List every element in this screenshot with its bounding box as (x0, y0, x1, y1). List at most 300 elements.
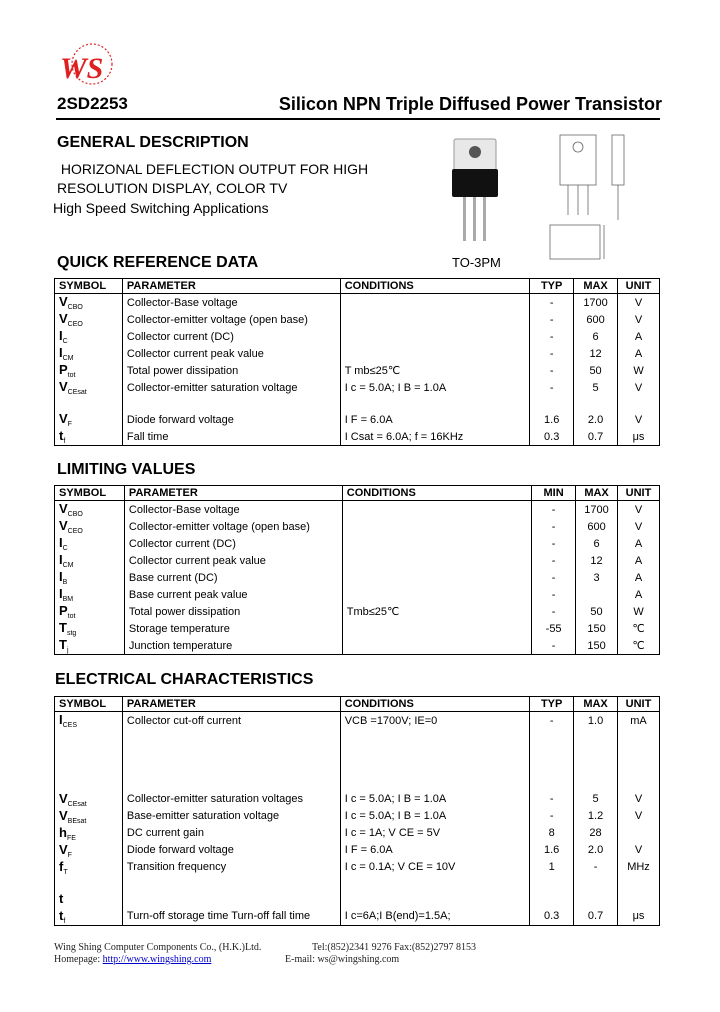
max-cell: 0.7 (574, 908, 618, 926)
quick-reference-table (54, 278, 660, 446)
table-row (55, 908, 660, 926)
footer-homepage (54, 954, 211, 965)
col-max: MAX (574, 697, 618, 712)
symbol-subscript: f (63, 917, 66, 925)
table-row (55, 518, 660, 535)
footer-company: Wing Shing Computer Components Co., (H.K.)Ltd. (54, 942, 262, 953)
table-row (55, 328, 660, 345)
symbol-cell (55, 760, 123, 775)
max-cell: 600 (574, 311, 618, 328)
conditions-cell: I c = 1A; V CE = 5V (340, 825, 529, 842)
max-cell: 5 (574, 379, 618, 396)
unit-cell: V (618, 501, 660, 519)
conditions-cell (342, 637, 531, 655)
symbol-cell (55, 791, 123, 808)
typ-cell: - (530, 379, 574, 396)
max-cell: 12 (576, 552, 618, 569)
symbol: V (59, 807, 68, 823)
unit-cell: V (618, 518, 660, 535)
unit-cell (618, 760, 660, 775)
col-min: MIN (532, 486, 576, 501)
symbol-cell (55, 396, 123, 411)
unit-cell: ℃ (618, 620, 660, 637)
unit-cell: V (618, 379, 660, 396)
unit-cell (618, 876, 660, 891)
symbol-cell (55, 586, 125, 603)
unit-cell (618, 729, 660, 744)
symbol-subscript: FE (66, 834, 76, 842)
symbol: V (59, 501, 68, 516)
conditions-cell (340, 876, 529, 891)
logo-text: WS (60, 52, 104, 85)
parameter-cell (122, 775, 340, 790)
parameter-cell: Collector-Base voltage (124, 501, 342, 519)
symbol: T (59, 637, 67, 652)
max-cell (574, 876, 618, 891)
table-row (55, 552, 660, 569)
symbol: V (59, 379, 68, 394)
document-title: Silicon NPN Triple Diffused Power Transistor (278, 94, 662, 114)
conditions-cell (342, 501, 531, 519)
min-cell: - (532, 535, 576, 552)
unit-cell: W (618, 362, 660, 379)
symbol-subscript: CBO (67, 511, 83, 518)
parameter-cell: Diode forward voltage (122, 842, 340, 859)
col-max: MAX (576, 486, 618, 501)
max-cell (576, 586, 618, 603)
parameter-cell: Storage temperature (124, 620, 342, 637)
symbol-cell (55, 712, 123, 730)
max-cell: 6 (574, 328, 618, 345)
symbol-cell (55, 311, 123, 328)
conditions-cell (340, 744, 529, 759)
parameter-cell (122, 876, 340, 891)
max-cell: - (574, 859, 618, 876)
symbol-subscript: CEO (67, 528, 83, 535)
symbol-subscript: CM (62, 562, 74, 569)
symbol: t (59, 890, 64, 906)
symbol-subscript: stg (66, 630, 77, 637)
col-symbol: SYMBOL (55, 697, 123, 712)
homepage-label: Homepage: (54, 954, 101, 965)
symbol-subscript: F (67, 421, 72, 429)
max-cell: 3 (576, 569, 618, 586)
parameter-cell: Junction temperature (124, 637, 342, 655)
footer-email (285, 954, 399, 965)
parameter-cell: Fall time (122, 428, 340, 446)
symbol: I (59, 328, 63, 343)
typ-cell: 1 (530, 859, 574, 876)
symbol-cell (55, 859, 123, 876)
symbol: f (59, 858, 64, 874)
typ-cell (530, 396, 574, 411)
parameter-cell: Total power dissipation (124, 603, 342, 620)
parameter-cell: Collector-emitter saturation voltage (122, 379, 340, 396)
unit-cell: V (618, 808, 660, 825)
typ-cell: 1.6 (530, 842, 574, 859)
parameter-cell (122, 891, 340, 908)
max-cell: 50 (574, 362, 618, 379)
table-row (55, 411, 660, 428)
symbol-cell (55, 620, 125, 637)
unit-cell: V (618, 294, 660, 312)
conditions-cell: I c=6A;I B(end)=1.5A; (340, 908, 529, 926)
parameter-cell: Collector current (DC) (124, 535, 342, 552)
typ-cell: - (530, 345, 574, 362)
unit-cell: W (618, 603, 660, 620)
min-cell: - (532, 569, 576, 586)
conditions-cell: Tmb≤25℃ (342, 603, 531, 620)
typ-cell: - (530, 311, 574, 328)
unit-cell: A (618, 569, 660, 586)
conditions-cell (340, 328, 530, 345)
symbol: t (59, 907, 64, 923)
unit-cell: V (618, 842, 660, 859)
min-cell: - (532, 501, 576, 519)
max-cell (574, 891, 618, 908)
symbol: V (59, 294, 68, 309)
conditions-cell (342, 518, 531, 535)
max-cell: 1.0 (574, 712, 618, 730)
symbol-cell (55, 428, 123, 446)
symbol-subscript: CEsat (67, 800, 87, 808)
quick-reference-heading: QUICK REFERENCE DATA (57, 254, 259, 271)
conditions-cell (340, 775, 529, 790)
limiting-values-table (54, 485, 660, 655)
unit-cell (618, 396, 660, 411)
parameter-cell: Transition frequency (122, 859, 340, 876)
col-symbol: SYMBOL (55, 279, 123, 294)
symbol-cell (55, 729, 123, 744)
table-row (55, 603, 660, 620)
max-cell: 0.7 (574, 428, 618, 446)
symbol-cell (55, 294, 123, 312)
symbol-subscript: j (66, 647, 69, 654)
package-label: TO-3PM (452, 255, 501, 270)
parameter-cell: Collector current (DC) (122, 328, 340, 345)
symbol-cell (55, 775, 123, 790)
typ-cell: - (530, 328, 574, 345)
symbol-cell (55, 552, 125, 569)
symbol: I (59, 535, 63, 550)
symbol-cell (55, 345, 123, 362)
typ-cell: - (530, 362, 574, 379)
package-dimension-drawing (540, 125, 650, 265)
symbol-cell (55, 908, 123, 926)
symbol-cell (55, 501, 125, 519)
min-cell: - (532, 518, 576, 535)
symbol-cell (55, 411, 123, 428)
typ-cell: - (530, 712, 574, 730)
symbol-cell (55, 379, 123, 396)
table-row (55, 825, 660, 842)
parameter-cell: Base current peak value (124, 586, 342, 603)
email-label: E-mail: (285, 954, 315, 965)
symbol-subscript: BEsat (67, 817, 87, 825)
symbol-subscript: f (63, 438, 66, 446)
symbol: V (59, 518, 68, 533)
electrical-characteristics-table (54, 696, 660, 926)
symbol-cell (55, 825, 123, 842)
typ-cell (530, 744, 574, 759)
col-conditions: CONDITIONS (342, 486, 531, 501)
parameter-cell: Collector current peak value (122, 345, 340, 362)
col-typ: TYP (530, 697, 574, 712)
conditions-cell: I Csat = 6.0A; f = 16KHz (340, 428, 530, 446)
table-row (55, 876, 660, 891)
max-cell (574, 729, 618, 744)
symbol-cell (55, 842, 123, 859)
max-cell: 2.0 (574, 842, 618, 859)
symbol-cell (55, 603, 125, 620)
table-row (55, 569, 660, 586)
table-row (55, 501, 660, 519)
limiting-values-heading: LIMITING VALUES (57, 461, 196, 478)
unit-cell (618, 775, 660, 790)
symbol-cell (55, 808, 123, 825)
max-cell: 2.0 (574, 411, 618, 428)
table-row (55, 891, 660, 908)
part-number: 2SD2253 (57, 94, 128, 113)
col-parameter: PARAMETER (122, 279, 340, 294)
typ-cell: - (530, 294, 574, 312)
symbol-cell (55, 328, 123, 345)
unit-cell: A (618, 586, 660, 603)
max-cell: 1.2 (574, 808, 618, 825)
description-line-1: HORIZONAL DEFLECTION OUTPUT FOR HIGH (57, 161, 369, 177)
col-conditions: CONDITIONS (340, 279, 530, 294)
unit-cell: μs (618, 428, 660, 446)
homepage-link[interactable]: http://www.wingshing.com (102, 954, 212, 965)
conditions-cell: I F = 6.0A (340, 842, 529, 859)
symbol: t (59, 428, 64, 444)
conditions-cell (342, 620, 531, 637)
table-row (55, 859, 660, 876)
conditions-cell: T mb≤25℃ (340, 362, 530, 379)
typ-cell (530, 891, 574, 908)
symbol: V (59, 790, 68, 806)
table-row (55, 775, 660, 790)
min-cell: -55 (532, 620, 576, 637)
unit-cell: V (618, 311, 660, 328)
unit-cell: μs (618, 908, 660, 926)
col-conditions: CONDITIONS (340, 697, 529, 712)
conditions-cell (340, 396, 530, 411)
typ-cell: 0.3 (530, 428, 574, 446)
col-parameter: PARAMETER (124, 486, 342, 501)
symbol-subscript: CBO (67, 304, 83, 311)
unit-cell: A (618, 552, 660, 569)
description-line-3: High Speed Switching Applications (53, 200, 269, 216)
symbol: P (59, 603, 68, 618)
parameter-cell: Collector current peak value (124, 552, 342, 569)
symbol-cell (55, 569, 125, 586)
max-cell: 1700 (574, 294, 618, 312)
conditions-cell (342, 535, 531, 552)
table-row (55, 760, 660, 775)
max-cell: 1700 (576, 501, 618, 519)
conditions-cell: I c = 0.1A; V CE = 10V (340, 859, 529, 876)
symbol: I (59, 586, 63, 601)
transistor-package-image (450, 135, 500, 245)
conditions-cell: VCB =1700V; IE=0 (340, 712, 529, 730)
min-cell: - (532, 552, 576, 569)
parameter-cell (122, 396, 340, 411)
table-row (55, 712, 660, 730)
conditions-cell (340, 891, 529, 908)
symbol: I (59, 569, 63, 584)
unit-cell: MHz (618, 859, 660, 876)
typ-cell: 1.6 (530, 411, 574, 428)
typ-cell: - (530, 808, 574, 825)
table-row (55, 586, 660, 603)
symbol-cell (55, 535, 125, 552)
max-cell: 150 (576, 620, 618, 637)
parameter-cell: Collector cut-off current (122, 712, 340, 730)
symbol: T (59, 620, 67, 635)
max-cell: 6 (576, 535, 618, 552)
parameter-cell: Base current (DC) (124, 569, 342, 586)
parameter-cell: Turn-off storage time Turn-off fall time (122, 908, 340, 926)
table-row (55, 362, 660, 379)
conditions-cell: I F = 6.0A (340, 411, 530, 428)
col-parameter: PARAMETER (122, 697, 340, 712)
max-cell (574, 775, 618, 790)
symbol-cell (55, 744, 123, 759)
unit-cell: V (618, 411, 660, 428)
symbol: h (59, 824, 67, 840)
symbol: V (59, 411, 68, 427)
max-cell: 5 (574, 791, 618, 808)
parameter-cell: Total power dissipation (122, 362, 340, 379)
unit-cell: A (618, 345, 660, 362)
symbol: I (59, 712, 63, 727)
conditions-cell (340, 294, 530, 312)
conditions-cell (340, 345, 530, 362)
symbol-subscript: CES (62, 722, 78, 729)
max-cell (574, 396, 618, 411)
symbol-subscript: tot (67, 372, 76, 379)
parameter-cell: Base-emitter saturation voltage (122, 808, 340, 825)
parameter-cell: Collector-emitter voltage (open base) (122, 311, 340, 328)
symbol: I (59, 552, 63, 567)
typ-cell: - (530, 791, 574, 808)
parameter-cell (122, 729, 340, 744)
typ-cell: 8 (530, 825, 574, 842)
typ-cell (530, 760, 574, 775)
table-row (55, 744, 660, 759)
footer-tel-fax: Tel:(852)2341 9276 Fax:(852)2797 8153 (312, 942, 477, 953)
conditions-cell (340, 729, 529, 744)
electrical-characteristics-heading: ELECTRICAL CHARACTERISTICS (55, 671, 314, 688)
symbol-subscript: T (63, 868, 68, 876)
table-row (55, 311, 660, 328)
unit-cell (618, 744, 660, 759)
conditions-cell (342, 552, 531, 569)
symbol: I (59, 345, 63, 360)
table-row (55, 620, 660, 637)
conditions-cell (342, 586, 531, 603)
min-cell: - (532, 586, 576, 603)
parameter-cell (122, 760, 340, 775)
max-cell: 28 (574, 825, 618, 842)
table-row (55, 729, 660, 744)
max-cell: 150 (576, 637, 618, 655)
conditions-cell (340, 311, 530, 328)
max-cell: 600 (576, 518, 618, 535)
table-row (55, 294, 660, 312)
description-line-2: RESOLUTION DISPLAY, COLOR TV (57, 180, 288, 196)
symbol-cell (55, 362, 123, 379)
col-unit: UNIT (618, 279, 660, 294)
title-rule (56, 118, 660, 120)
symbol: P (59, 362, 68, 377)
min-cell: - (532, 603, 576, 620)
symbol-subscript: C (62, 338, 68, 345)
max-cell (574, 760, 618, 775)
email-address[interactable]: ws@wingshing.com (317, 954, 400, 965)
symbol-cell (55, 876, 123, 891)
symbol-subscript: F (67, 851, 72, 859)
col-unit: UNIT (618, 697, 660, 712)
max-cell: 50 (576, 603, 618, 620)
symbol-subscript: CEO (67, 321, 83, 328)
symbol: V (59, 311, 68, 326)
symbol-cell (55, 637, 125, 655)
table-row (55, 808, 660, 825)
unit-cell: ℃ (618, 637, 660, 655)
typ-cell (530, 775, 574, 790)
unit-cell: A (618, 328, 660, 345)
col-typ: TYP (530, 279, 574, 294)
general-description-heading: GENERAL DESCRIPTION (57, 134, 249, 151)
col-symbol: SYMBOL (55, 486, 125, 501)
parameter-cell: DC current gain (122, 825, 340, 842)
conditions-cell (342, 569, 531, 586)
table-row (55, 345, 660, 362)
symbol-subscript: CM (62, 355, 74, 362)
conditions-cell (340, 760, 529, 775)
unit-cell (618, 825, 660, 842)
symbol-subscript: B (62, 579, 68, 586)
max-cell (574, 744, 618, 759)
table-row (55, 791, 660, 808)
conditions-cell: I c = 5.0A; I B = 1.0A (340, 791, 529, 808)
unit-cell (618, 891, 660, 908)
wing-shing-logo (56, 40, 122, 96)
col-unit: UNIT (618, 486, 660, 501)
symbol: V (59, 841, 68, 857)
table-row (55, 637, 660, 655)
table-row (55, 379, 660, 396)
unit-cell: mA (618, 712, 660, 730)
table-row (55, 535, 660, 552)
symbol-subscript: tot (67, 613, 76, 620)
parameter-cell: Collector-emitter voltage (open base) (124, 518, 342, 535)
symbol-cell (55, 891, 123, 908)
unit-cell: A (618, 535, 660, 552)
typ-cell (530, 876, 574, 891)
table-row (55, 428, 660, 446)
symbol-cell (55, 518, 125, 535)
table-row (55, 842, 660, 859)
parameter-cell: Collector-emitter saturation voltages (122, 791, 340, 808)
symbol-subscript: CEsat (67, 389, 87, 396)
min-cell: - (532, 637, 576, 655)
unit-cell: V (618, 791, 660, 808)
parameter-cell: Diode forward voltage (122, 411, 340, 428)
conditions-cell: I c = 5.0A; I B = 1.0A (340, 808, 529, 825)
